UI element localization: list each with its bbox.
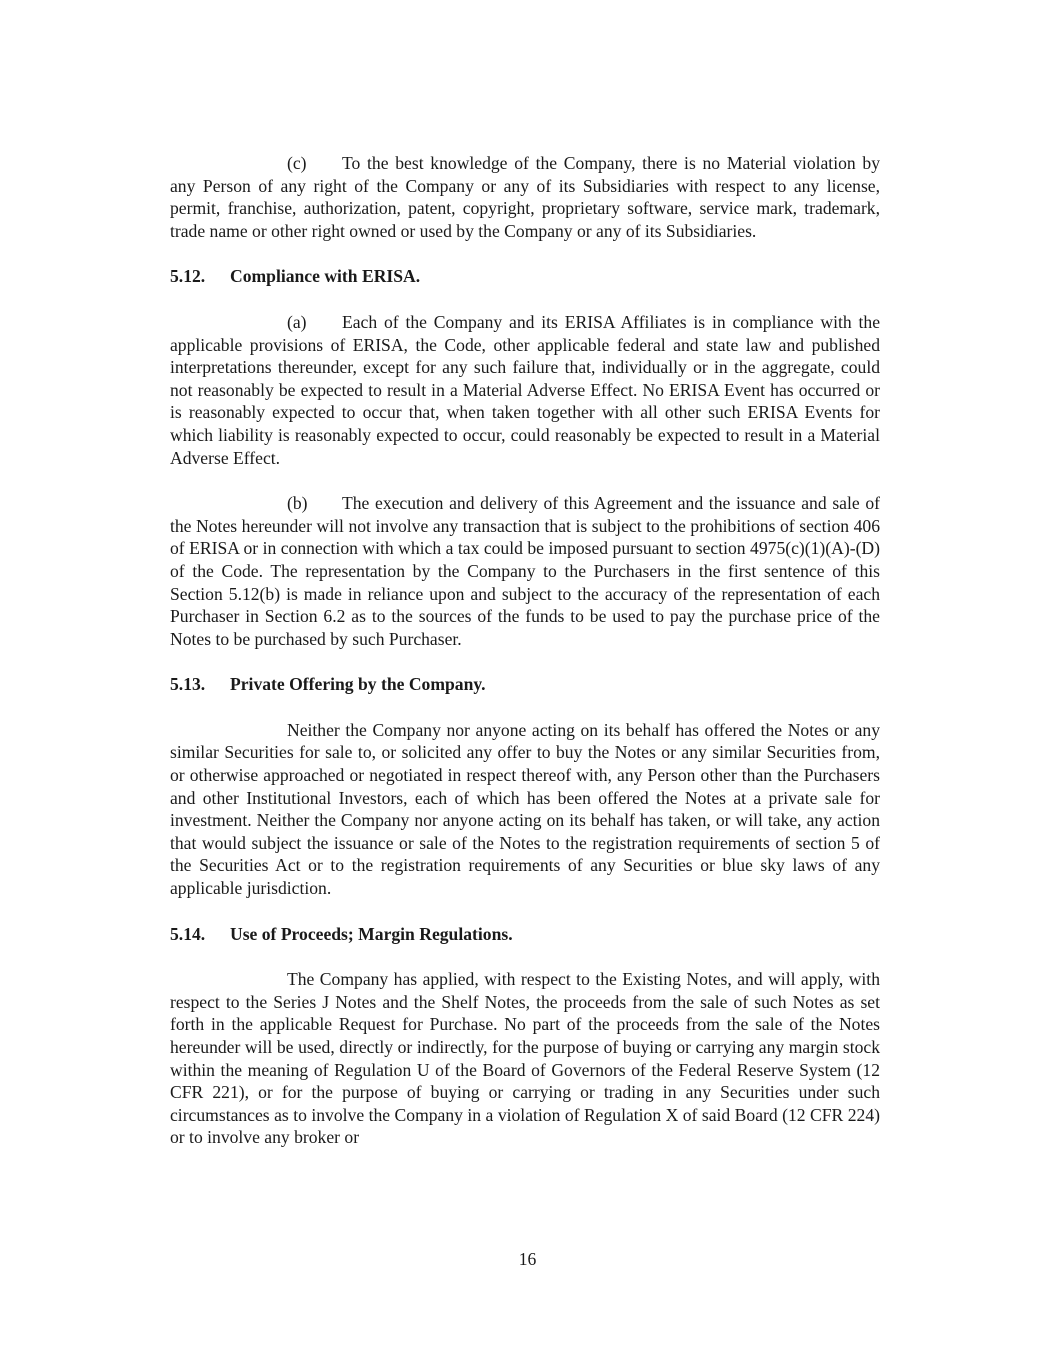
- paragraph-text: Each of the Company and its ERISA Affiliates is in compliance with the applicable provisions of ERISA, the Code, other applicable federal and state law and published interpretations thereunder, except for any such failure that, individually or in the aggregate, could not reasonably be expected to result in a Material Adverse Effect. No ERISA Event has occurred or is reasonably expected to occur that, when taken together with all other such ERISA Events for which liability is reasonably expected to occur, could reasonably be expected to result in a Material Adverse Effect.: [170, 311, 880, 468]
- paragraph-5-12-b: [170, 492, 880, 650]
- section-heading-5-13: [170, 673, 880, 696]
- paragraph-marker: (a): [287, 311, 307, 332]
- paragraph-text: Neither the Company nor anyone acting on its behalf has offered the Notes or any similar Securities for sale to, or solicited any offer to buy the Notes or any similar Securities from, or otherwise approached or negotiated in respect thereof with, any Person other than the Purchasers and other Institutional Investors, each of which has been offered the Notes at a private sale for investment. Neither the Company nor anyone acting on its behalf has taken, or will take, any action that would subject the issuance or sale of the Notes to the registration requirements of section 5 of the Securities Act or to the registration requirements of any Securities or blue sky laws of any applicable jurisdiction.: [170, 719, 880, 899]
- paragraph-text: To the best knowledge of the Company, there is no Material violation by any Person of any right of the Company or any of its Subsidiaries with respect to any license, permit, franchise, authorization, patent, copyright, proprietary software, service mark, trademark, trade name or other right owned or used by the Company or any of its Subsidiaries.: [170, 153, 880, 241]
- document-page: [170, 152, 880, 1149]
- paragraph-c: [170, 152, 880, 242]
- paragraph-text: The execution and delivery of this Agreement and the issuance and sale of the Notes hereunder will not involve any transaction that is subject to the prohibitions of section 406 of ERISA or in connection with which a tax could be imposed pursuant to section 4975(c)(1)(A)-(D) of the Code. The representation by the Company to the Purchasers in the first sentence of this Section 5.12(b) is made in reliance upon and subject to the accuracy of the representation of each Purchaser in Section 6.2 as to the sources of the funds to be used to pay the purchase price of the Notes to be purchased by such Purchaser.: [170, 493, 880, 649]
- page-number: 16: [518, 1249, 537, 1269]
- section-heading-5-14: [170, 923, 880, 946]
- section-heading-5-12: [170, 265, 880, 288]
- section-title: Private Offering by the Company.: [230, 674, 486, 695]
- paragraph-5-14: [170, 968, 880, 1149]
- section-number: 5.14.: [170, 923, 206, 944]
- paragraph-marker: (c): [287, 153, 307, 173]
- paragraph-text: The Company has applied, with respect to the Existing Notes, and will apply, with respect to the Series J Notes and the Shelf Notes, the proceeds from the sale of such Notes as set forth in the applicable Request for Purchase. No part of the proceeds from the sale of the Notes hereunder will be used, directly or indirectly, for the purpose of buying or carrying any margin stock within the meaning of Regulation U of the Board of Governors of the Federal Reserve System (12 CFR 221), or for the purpose of buying or carrying or trading in any Securities under such circumstances as to involve the Company in a violation of Regulation X of said Board (12 CFR 224) or to involve any broker or: [170, 969, 880, 1148]
- paragraph-5-13: [170, 719, 880, 900]
- paragraph-marker: (b): [287, 493, 308, 514]
- section-number: 5.12.: [170, 266, 206, 287]
- paragraph-5-12-a: [170, 311, 880, 469]
- section-title: Compliance with ERISA.: [230, 266, 421, 287]
- section-title: Use of Proceeds; Margin Regulations.: [230, 923, 513, 944]
- section-number: 5.13.: [170, 674, 206, 695]
